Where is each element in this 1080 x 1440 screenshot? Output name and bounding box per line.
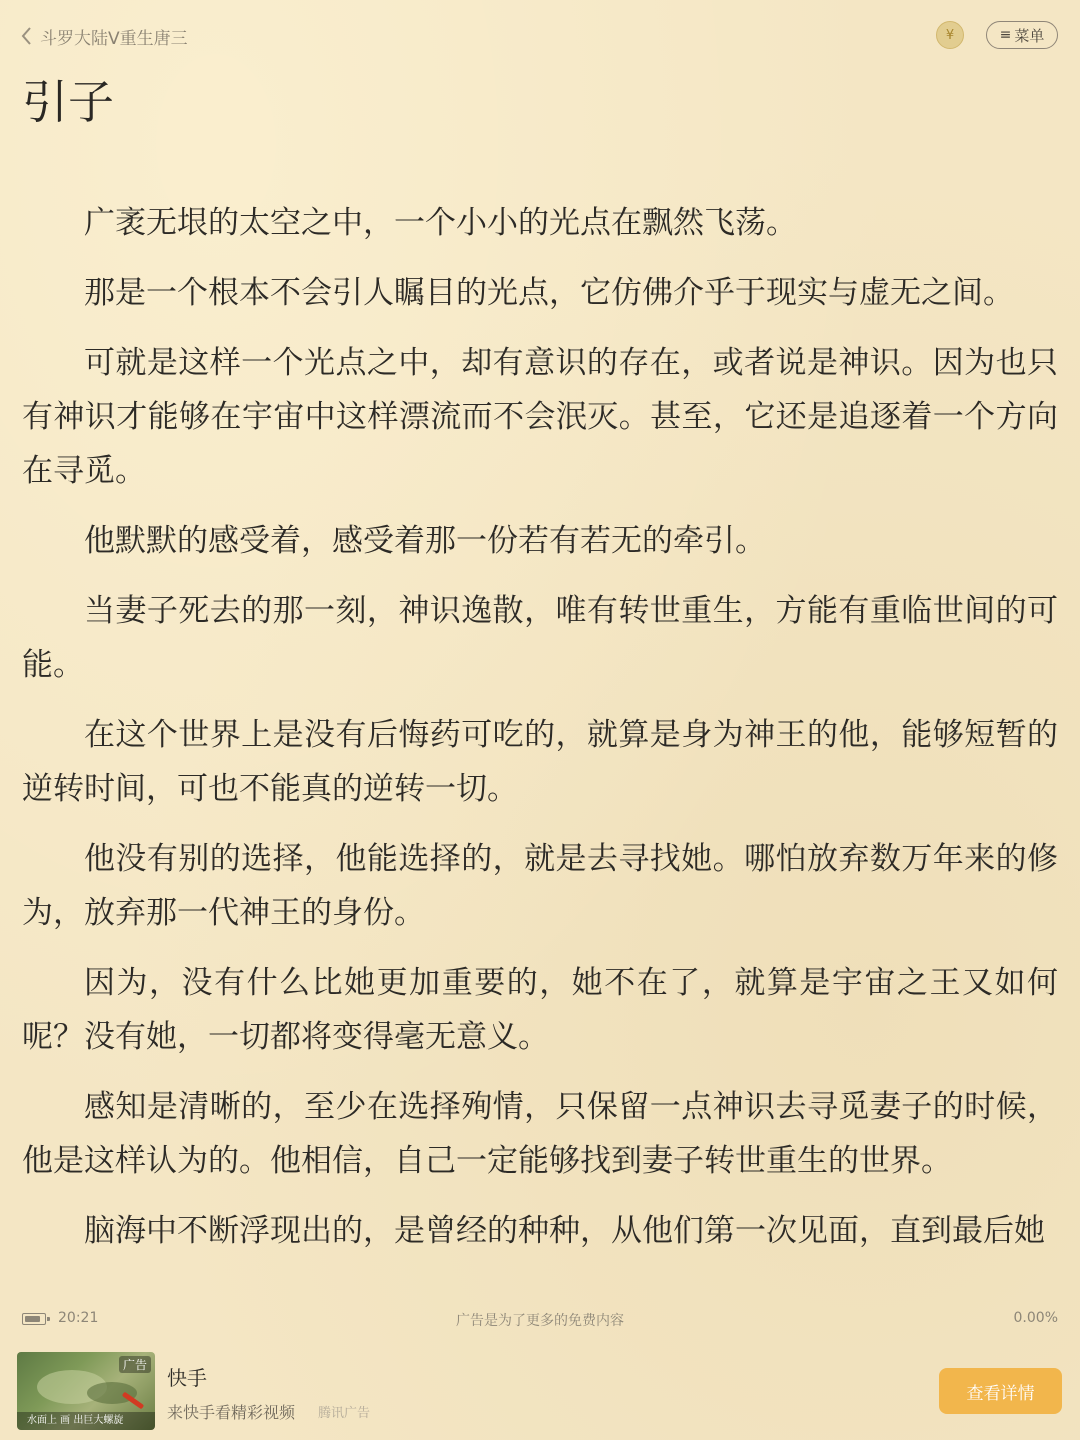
paragraph: 脑海中不断浮现出的，是曾经的种种，从他们第一次见面，直到最后她 bbox=[84, 1213, 1045, 1249]
book-title: 斗罗大陆V重生唐三 bbox=[40, 28, 188, 49]
ad-banner[interactable] bbox=[0, 1340, 1080, 1440]
ad-notice: 广告是为了更多的免费内容 bbox=[456, 1313, 624, 1329]
reading-progress: 0.00% bbox=[1013, 1310, 1058, 1326]
paragraph: 感知是清晰的，至少在选择殉情，只保留一点神识去寻觅妻子的时候，他是这样认为的。他相信，自己一定能够找到妻子转世重生的世界。 bbox=[22, 1089, 1058, 1179]
ad-description: 来快手看精彩视频 bbox=[167, 1403, 296, 1422]
menu-label: 菜单 bbox=[1014, 26, 1045, 45]
paragraph: 在这个世界上是没有后悔药可吃的，就算是身为神王的他，能够短暂的逆转时间，可也不能真的逆转一切。 bbox=[22, 717, 1058, 807]
clock: 20:21 bbox=[58, 1310, 99, 1326]
coin-icon: ¥ bbox=[945, 27, 955, 43]
coin-button[interactable] bbox=[936, 21, 964, 49]
paragraph: 他默默的感受着，感受着那一份若有若无的牵引。 bbox=[84, 523, 766, 559]
ad-source: 腾讯广告 bbox=[318, 1406, 371, 1421]
chapter-title: 引子 bbox=[22, 75, 114, 129]
ad-tag[interactable]: 广告 bbox=[119, 1356, 151, 1373]
chapter-content bbox=[22, 196, 1058, 1274]
menu-button[interactable] bbox=[986, 21, 1058, 49]
view-details-button[interactable]: 查看详情 bbox=[939, 1368, 1062, 1414]
ad-thumbnail[interactable] bbox=[17, 1352, 155, 1430]
chevron-left-icon bbox=[20, 26, 32, 46]
paragraph: 广袤无垠的太空之中，一个小小的光点在飘然飞荡。 bbox=[84, 205, 797, 241]
back-button[interactable] bbox=[20, 22, 188, 50]
paragraph: 当妻子死去的那一刻，神识逸散，唯有转世重生，方能有重临世间的可能。 bbox=[22, 593, 1058, 683]
paragraph: 因为，没有什么比她更加重要的，她不在了，就算是宇宙之王又如何呢？没有她，一切都将变得毫无意义。 bbox=[22, 965, 1058, 1055]
ad-app-name: 快手 bbox=[167, 1366, 207, 1390]
reader-status-bar bbox=[0, 1306, 1080, 1334]
ad-thumbnail-caption: 水面上 画 出巨大螺旋 bbox=[17, 1412, 155, 1430]
menu-icon: ≡ bbox=[999, 27, 1012, 43]
paragraph: 那是一个根本不会引人瞩目的光点，它仿佛介乎于现实与虚无之间。 bbox=[84, 275, 1014, 311]
paragraph: 他没有别的选择，他能选择的，就是去寻找她。哪怕放弃数万年来的修为，放弃那一代神王的身份。 bbox=[22, 841, 1058, 931]
top-bar bbox=[0, 0, 1080, 70]
paragraph: 可就是这样一个光点之中，却有意识的存在，或者说是神识。因为也只有神识才能够在宇宙中这样漂流而不会泯灭。甚至，它还是追逐着一个方向在寻觅。 bbox=[22, 345, 1058, 489]
